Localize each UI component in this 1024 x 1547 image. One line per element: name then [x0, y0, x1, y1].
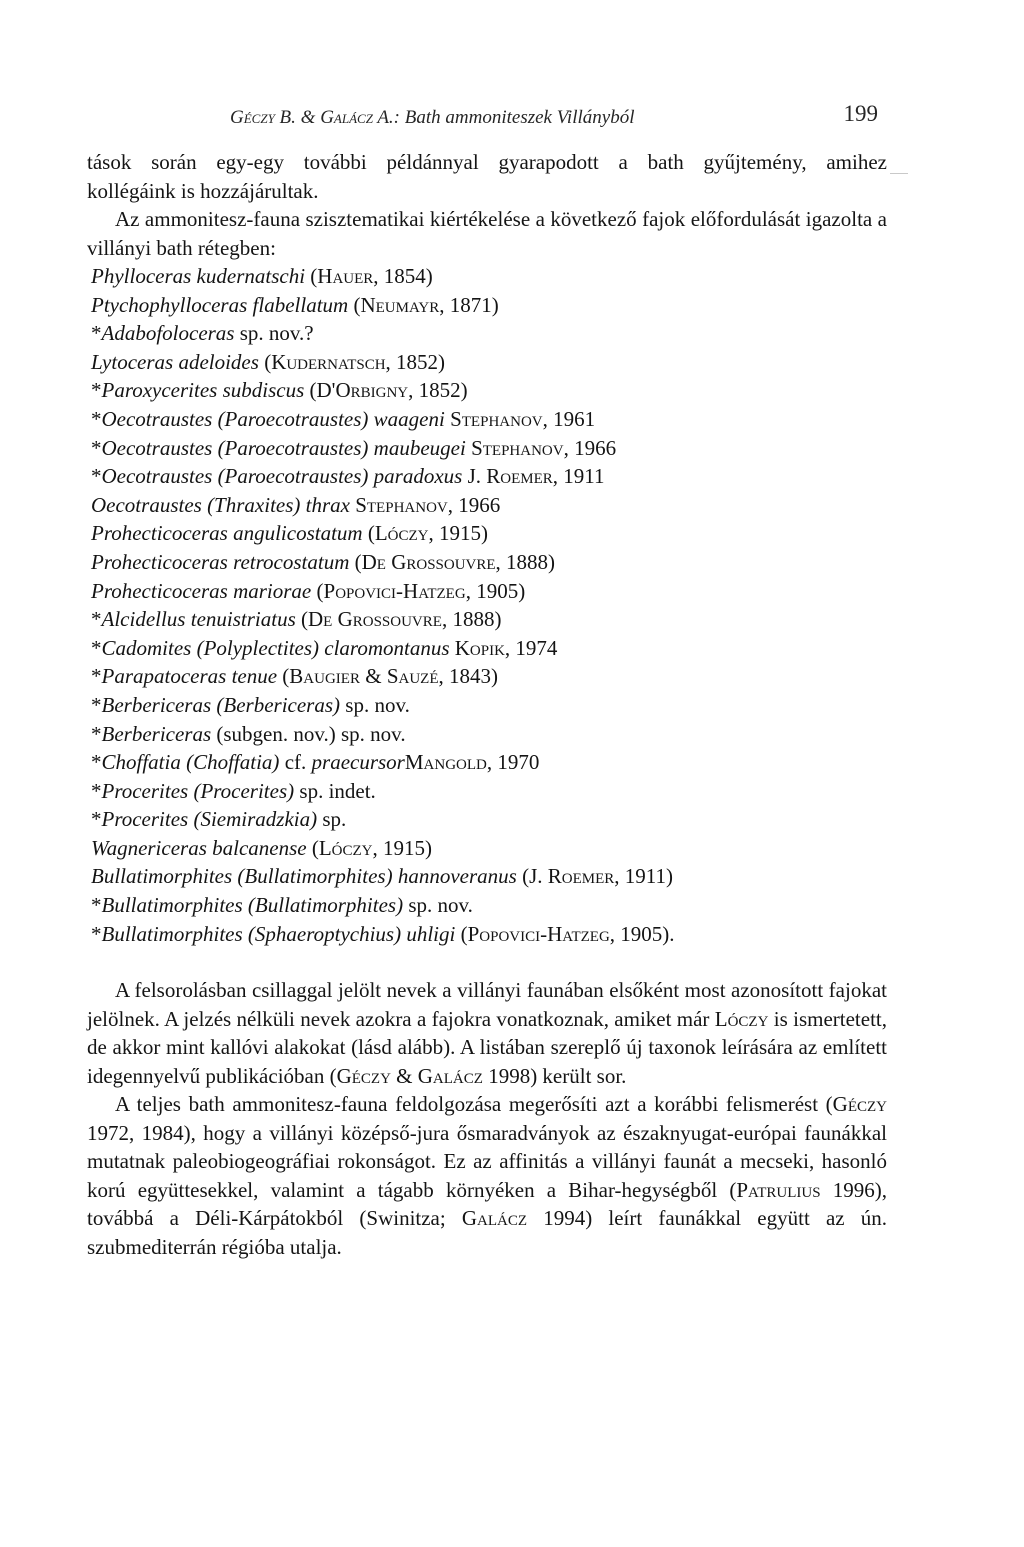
species-entry [91, 634, 887, 663]
running-title [230, 107, 634, 129]
text-run: , 1843) [438, 664, 498, 689]
text-run: is ismertetett, de akkor mint kallóvi alakokat (lásd alább). A listában szereplő új taxonok leírására az említett idegennyelvű publikációban ( [87, 1006, 887, 1088]
species-entry [91, 805, 887, 834]
text-run: , 1974 [504, 635, 558, 660]
text-run: 1998) került sor. [482, 1063, 627, 1088]
text-run: , 1961 [542, 406, 596, 431]
text-run: & [359, 664, 387, 689]
species-entry [91, 720, 887, 749]
paragraph [87, 1090, 887, 1261]
new-record-asterisk: * [91, 321, 102, 346]
species-entry [91, 577, 887, 606]
text-run: , 1905) [465, 578, 526, 603]
species-entry [91, 319, 887, 348]
new-record-asterisk: * [91, 378, 102, 403]
taxon-author: Popovici-Hatzeg [323, 578, 466, 603]
taxon-author: Stephanov [450, 406, 543, 431]
new-record-asterisk: * [91, 692, 102, 717]
species-entry [91, 891, 887, 920]
taxon-name: Berbericeras (Berbericeras) [101, 692, 341, 717]
author-name: Géczy [832, 1092, 887, 1117]
taxon-name: Oecotraustes (Paroecotraustes) waageni [101, 406, 445, 431]
taxon-author: Mangold [404, 750, 487, 775]
species-list [91, 262, 887, 948]
text-run: sp. nov. [340, 692, 410, 717]
taxon-author: De Grossouvre [308, 607, 442, 632]
text-run: ( [306, 835, 319, 860]
text-run: ( [305, 264, 318, 288]
text-run: ( [349, 549, 362, 574]
taxon-name: Oecotraustes (Thraxites) thrax [91, 492, 350, 517]
text-run: , 1871) [439, 292, 499, 317]
new-record-asterisk: * [91, 893, 102, 918]
text-run: , 1970 [486, 750, 540, 775]
text-run: ( [277, 664, 290, 689]
taxon-author: D'Orbigny [316, 378, 409, 403]
author-name: Géczy [336, 1063, 391, 1088]
new-record-asterisk: * [91, 664, 102, 689]
text-run: ( [311, 578, 324, 603]
species-entry [91, 405, 887, 434]
species-entry [91, 748, 887, 777]
text-run: cf. [279, 750, 312, 775]
text-run: A felsorolásban csillaggal jelölt nevek a villányi faunában elsőként most azonosított fajokat jelölnek. A jelzés nélküli nevek azokra a fajokra vonatkoznak, amiket már [87, 978, 887, 1031]
species-entry [91, 262, 887, 291]
taxon-name: Prohecticoceras angulicostatum [91, 521, 363, 546]
body-text [87, 148, 887, 1261]
text-run: , 1966 [447, 492, 501, 517]
species-entry [91, 348, 887, 377]
taxon-name: Phylloceras kudernatschi [91, 264, 306, 288]
text-run: sp. nov. [403, 893, 473, 918]
text-run: , 1915) [428, 521, 489, 546]
new-record-asterisk: * [91, 464, 102, 489]
paragraph [87, 976, 887, 1090]
new-record-asterisk: * [91, 750, 102, 775]
taxon-name: Paroxycerites subdiscus [101, 378, 305, 403]
text-run: sp. indet. [294, 778, 376, 803]
text-run: ( [295, 607, 308, 632]
new-record-asterisk: * [91, 635, 102, 660]
taxon-author: Lóczy [374, 521, 429, 546]
taxon-name: Adabofoloceras [101, 321, 235, 346]
taxon-author: Popovici-Hatzeg [467, 921, 610, 946]
taxon-name: Bullatimorphites (Bullatimorphites) hannoveranus [91, 864, 517, 889]
species-entry [91, 777, 887, 806]
new-record-asterisk: * [91, 921, 102, 946]
text-run: , 1911 [552, 464, 605, 489]
text-run: , 1852) [408, 378, 468, 403]
species-entry [91, 920, 887, 949]
paragraph: Az ammonitesz-fauna szisztematikai kiértékelése a következő fajok előfordulását igazolta a villányi bath rétegben: [87, 207, 887, 260]
text-run: 1994) leírt faunákkal együtt az ún. szubmediterrán régióba utalja. [87, 1206, 888, 1259]
taxon-author: Stephanov [471, 435, 564, 460]
taxon-epithet: praecursor [311, 750, 405, 775]
species-entry [91, 462, 887, 491]
taxon-name: Cadomites (Polyplectites) claromontanus [101, 635, 450, 660]
taxon-author: Baugier [289, 664, 360, 689]
text-run: ( [516, 864, 530, 889]
new-record-asterisk: * [91, 607, 102, 632]
text-run: A teljes bath ammonitesz-fauna feldolgozása megerősíti azt a korábbi felismerést ( [115, 1092, 833, 1117]
taxon-author: Lóczy [318, 835, 373, 860]
species-entry [91, 548, 887, 577]
text-run: ( [455, 921, 468, 946]
taxon-author: J. Roemer [467, 464, 553, 489]
taxon-author: Hauer [317, 264, 374, 288]
page-number: 199 [843, 101, 878, 126]
spacer [87, 948, 887, 976]
author-name: Galácz [320, 107, 373, 128]
text-run: , 1966 [563, 435, 617, 460]
text-run: , 1905). [609, 921, 675, 946]
text-run: , 1888) [495, 549, 556, 574]
taxon-author: Stephanov [355, 492, 448, 517]
species-entry [91, 491, 887, 520]
taxon-author: Kopik [454, 635, 505, 660]
text-run: ( [304, 378, 317, 403]
species-entry [91, 376, 887, 405]
text-run: , 1915) [372, 835, 433, 860]
new-record-asterisk: * [91, 721, 102, 746]
taxon-name: Bullatimorphites (Sphaeroptychius) uhligi [101, 921, 456, 946]
species-entry [91, 662, 887, 691]
taxon-name: Berbericeras [101, 721, 212, 746]
author-name: Géczy [230, 107, 275, 128]
taxon-author: J. Roemer [529, 864, 615, 889]
author-initial: B. & [274, 107, 321, 128]
text-run: , 1852) [385, 349, 446, 374]
species-entry [91, 605, 887, 634]
taxon-name: Lytoceras adeloides [91, 349, 259, 374]
text-run: 1996), továbbá a Déli-Kárpátokból (Swinitza; [87, 1177, 887, 1231]
taxon-author: De Grossouvre [361, 549, 496, 574]
text-run: , 1854) [373, 264, 433, 288]
taxon-name: Parapatoceras tenue [101, 664, 278, 689]
new-record-asterisk: * [91, 778, 102, 803]
text-run: ( [348, 292, 361, 317]
text-run: (subgen. nov.) sp. nov. [211, 721, 406, 746]
species-entry [91, 691, 887, 720]
species-entry [91, 519, 887, 548]
text-run: sp. [317, 807, 347, 832]
taxon-name: Oecotraustes (Paroecotraustes) maubeugei [101, 435, 466, 460]
species-entry [91, 834, 887, 863]
taxon-author: Kudernatsch [271, 349, 386, 374]
species-entry [91, 434, 887, 463]
author-name: Lóczy [714, 1006, 769, 1031]
new-record-asterisk: * [91, 435, 102, 460]
new-record-asterisk: * [91, 807, 102, 832]
taxon-name: Choffatia (Choffatia) [101, 750, 280, 775]
text-run: , 1888) [441, 607, 502, 632]
taxon-name: Ptychophylloceras flabellatum [91, 292, 349, 317]
author-name: Galácz [417, 1063, 483, 1088]
new-record-asterisk: * [91, 406, 102, 431]
taxon-author: Neumayr [360, 292, 440, 317]
margin-mark [890, 173, 908, 174]
taxon-name: Alcidellus tenuistriatus [101, 607, 296, 632]
taxon-name: Prohecticoceras mariorae [91, 578, 312, 603]
taxon-name: Prohecticoceras retrocostatum [91, 549, 350, 574]
author-name: Galácz [461, 1206, 528, 1231]
taxon-name: Bullatimorphites (Bullatimorphites) [101, 893, 404, 918]
running-header [230, 97, 878, 137]
taxon-name: Procerites (Procerites) [101, 778, 295, 803]
author-name: Patrulius [736, 1177, 821, 1202]
paragraph: kollégáink is hozzájárultak. [87, 178, 319, 203]
text-run: 1972, 1984), hogy a villányi középső-jura ősmaradványok az északnyugat-európai faunákkal mutatnak paleobiogeográfiai rokonságot. Ez az affinitás a villányi faunát a mecseki, hasonló korú együttesekkel, valamint a tágabb környéken a Bihar-hegységből ( [87, 1120, 887, 1202]
text-run: ( [258, 349, 272, 374]
taxon-author: Sauzé [386, 664, 439, 689]
species-entry [91, 291, 887, 320]
text-run: sp. nov.? [234, 321, 314, 346]
paragraph: tások során egy-egy további példánnyal gyarapodott a bath gyűjtemény, amihez [87, 150, 887, 174]
text-run: ( [362, 521, 375, 546]
text-run: & [390, 1063, 418, 1088]
taxon-name: Wagnericeras balcanense [91, 835, 307, 860]
taxon-name: Oecotraustes (Paroecotraustes) paradoxus [101, 464, 463, 489]
text-run: , 1911) [614, 864, 673, 889]
taxon-name: Procerites (Siemiradzkia) [101, 807, 318, 832]
title-text: A.: Bath ammoniteszek Villányból [372, 107, 635, 128]
species-entry [91, 862, 887, 891]
